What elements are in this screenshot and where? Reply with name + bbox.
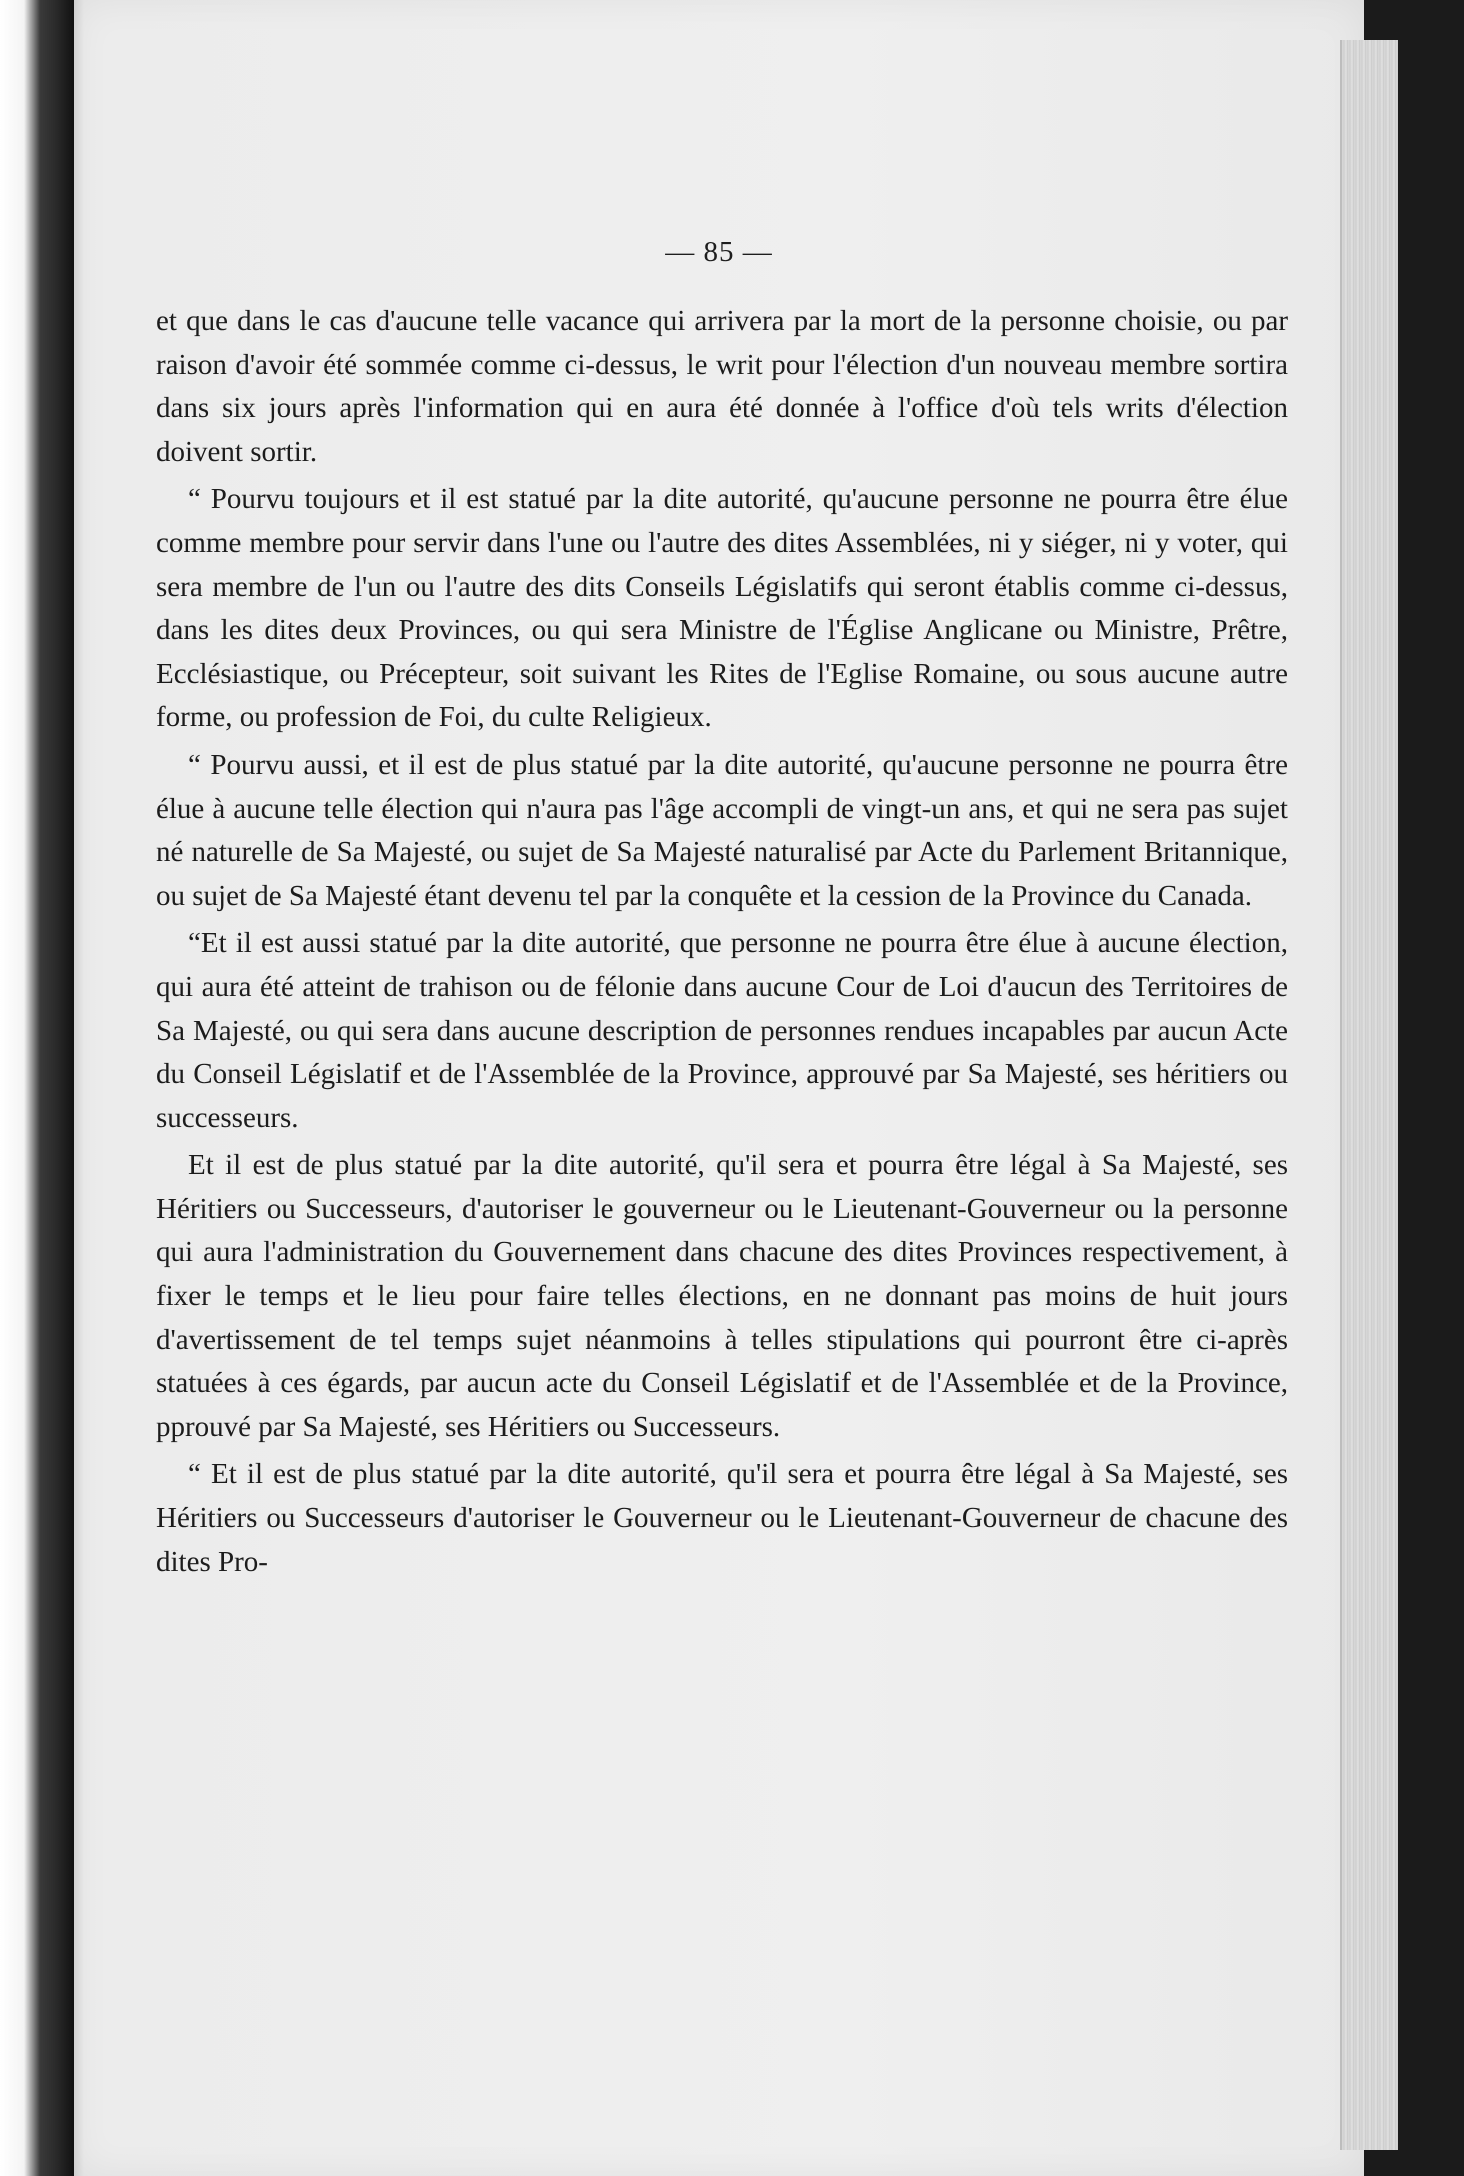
page-sheet [74,0,1364,2176]
paragraph-4: “Et il est aussi statué par la dite autorité, que personne ne pourra être élue à aucune élection, qui aura été atteint de trahison ou de félonie dans aucune Cour de Loi d'aucun des Territoires de Sa Majesté, ou qui sera dans aucune description de personnes rendues incapables par aucun Acte du Conseil Législatif et de l'Assemblée de la Province, approuvé par Sa Majesté, ses héritiers ou successeurs. [156,927,1288,1134]
paragraph-6: “ Et il est de plus statué par la dite autorité, qu'il sera et pourra être légal à Sa Majesté, ses Héritiers ou Successeurs d'autoriser le Gouverneur ou le Lieutenant-Gouverneur de chacune des dites Pro- [156,1458,1288,1578]
paragraph-2: “ Pourvu toujours et il est statué par la dite autorité, qu'aucune personne ne pourra être élue comme membre pour servir dans l'une ou l'autre des dites Assemblées, ni y siéger, ni y voter, qui sera membre de l'un ou l'autre des dits Conseils Législatifs qui seront établis comme ci-dessus, dans les dites deux Provinces, ou qui sera Ministre de l'Église Anglicane ou Ministre, Prêtre, Ecclésiastique, ou Précepteur, soit suivant les Rites de l'Eglise Romaine, ou sous aucune autre forme, ou profession de Foi, du culte Religieux. [156,483,1288,734]
body-text [156,300,1288,1584]
previous-page-edge [0,0,74,2176]
paragraph-1: et que dans le cas d'aucune telle vacance qui arrivera par la mort de la personne choisie, ou par raison d'avoir été sommée comme ci-dessus, le writ pour l'élection d'un nouveau membre sortira dans six jours après l'information qui en aura été donnée à l'office d'où tels writs d'élection doivent sortir. [156,305,1288,468]
page-stack-edge [1340,40,1398,2150]
paragraph-5: Et il est de plus statué par la dite autorité, qu'il sera et pourra être légal à Sa Majesté, ses Héritiers ou Successeurs, d'autoriser le gouverneur ou le Lieutenant-Gouverneur ou la personne qui aura l'administration du Gouvernement dans chacune des dites Provinces respectivement, à fixer le temps et le lieu pour faire telles élections, en ne donnant pas moins de huit jours d'avertissement de tel temps sujet néanmoins à telles stipulations qui pourront être ci-après statuées à ces égards, par aucun acte du Conseil Législatif et de l'Assemblée et de la Province, pprouvé par Sa Majesté, ses Héritiers ou Successeurs. [156,1149,1288,1443]
paragraph-3: “ Pourvu aussi, et il est de plus statué par la dite autorité, qu'aucune personne ne pourra être élue à aucune telle élection qui n'aura pas l'âge accompli de vingt-un ans, et qui ne sera pas sujet né naturelle de Sa Majesté, ou sujet de Sa Majesté naturalisé par Acte du Parlement Britannique, ou sujet de Sa Majesté étant devenu tel par la conquête et la cession de la Province du Canada. [156,748,1288,912]
page-number: — 85 — [665,236,773,268]
